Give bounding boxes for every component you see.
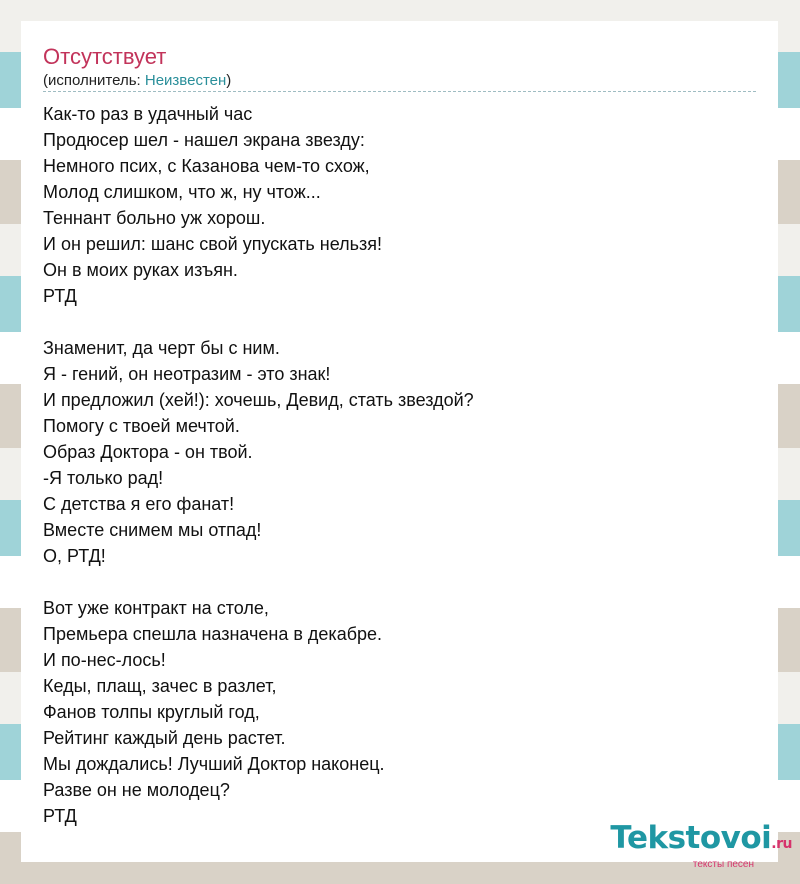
lyric-line: Вместе снимем мы отпад! (43, 520, 262, 540)
stanza-break (43, 309, 756, 335)
artist-suffix: ) (226, 72, 232, 89)
lyric-line: Вот уже контракт на столе, (43, 598, 269, 618)
artist-prefix: (исполнитель: (43, 72, 145, 89)
lyric-line: Помогу с твоей мечтой. (43, 416, 240, 436)
song-title: Отсутствует (43, 44, 167, 69)
lyric-line: Я - гений, он неотразим - это знак! (43, 364, 331, 384)
logo-tagline: тексты песен (692, 859, 754, 870)
lyric-line: Рейтинг каждый день растет. (43, 728, 286, 748)
lyric-line: Премьера спешла назначена в декабре. (43, 624, 383, 644)
lyric-line: Продюсер шел - нашел экрана звезду: (43, 130, 365, 150)
logo-name: Tekstovoi (610, 820, 772, 856)
lyric-line: Мы дождались! Лучший Доктор наконец. (43, 754, 385, 774)
logo-wordmark (610, 820, 792, 859)
lyric-line: Кеды, плащ, зачес в разлет, (43, 676, 277, 696)
lyric-line: С детства я его фанат! (43, 494, 235, 514)
logo-domain: .ru (771, 836, 792, 852)
lyric-line: Теннант больно уж хорош. (43, 208, 266, 228)
lyric-line: Он в моих руках изъян. (43, 260, 238, 280)
lyrics-card (21, 21, 778, 862)
lyric-line: И по-нес-лось! (43, 650, 166, 670)
artist-line (43, 71, 756, 91)
lyric-line: И предложил (хей!): хочешь, Девид, стать звездой? (43, 390, 474, 410)
lyric-line: -Я только рад! (43, 468, 164, 488)
lyric-line: Как-то раз в удачный час (43, 104, 253, 124)
lyric-line: Разве он не молодец? (43, 780, 230, 800)
lyric-line: Знаменит, да черт бы с ним. (43, 338, 280, 358)
lyric-line: О, РТД! (43, 546, 106, 566)
lyric-line: Молод слишком, что ж, ну чтож... (43, 182, 321, 202)
lyric-line: РТД (43, 806, 77, 826)
artist-link[interactable]: Неизвестен (144, 72, 227, 89)
stanza-break (43, 569, 756, 595)
lyric-line: РТД (43, 286, 77, 306)
lyric-line: Фанов толпы круглый год, (43, 702, 260, 722)
lyric-line: Образ Доктора - он твой. (43, 442, 253, 462)
lyric-line: И он решил: шанс свой упускать нельзя! (43, 234, 383, 254)
lyrics-text (43, 101, 756, 829)
lyric-line: Немного псих, с Казанова чем-то схож, (43, 156, 370, 176)
tekstovoi-logo[interactable] (610, 820, 792, 870)
title-divider (43, 91, 756, 92)
